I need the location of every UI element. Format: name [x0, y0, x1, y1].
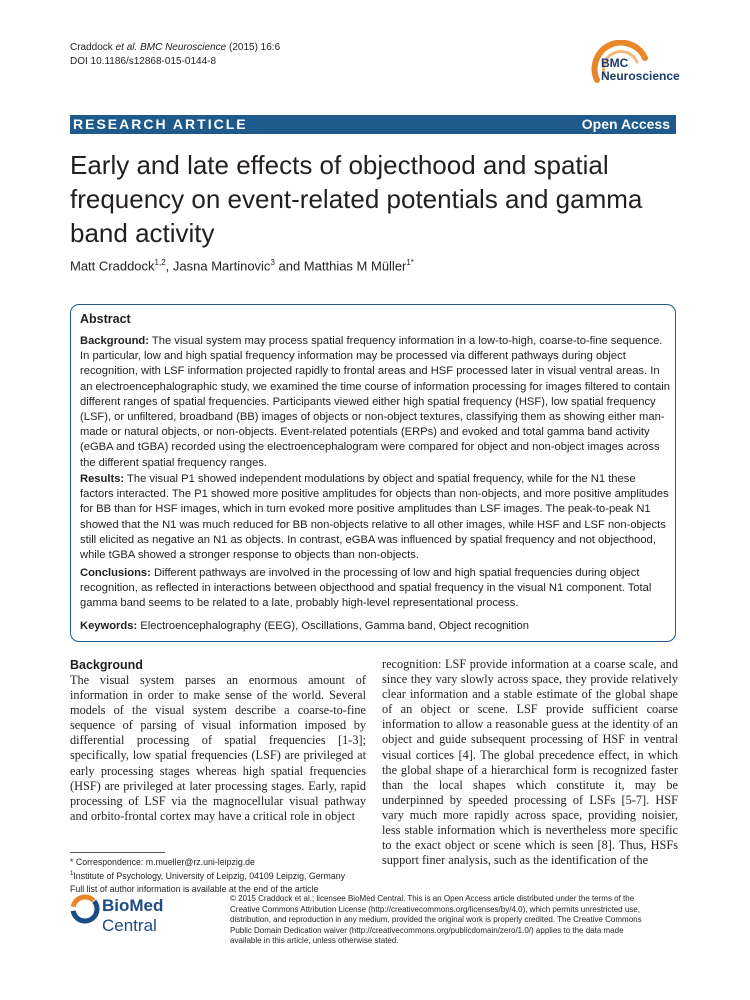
- author-list: [70, 258, 414, 273]
- article-type: RESEARCH ARTICLE: [73, 116, 248, 132]
- article-title: Early and late effects of objecthood and spatial frequency on event-related potentials and gamma band activity: [70, 150, 643, 248]
- journal-logo-text: [601, 57, 680, 83]
- abstract-background: [80, 334, 670, 471]
- abstract-results: [80, 472, 670, 563]
- abstract-background-label: Background:: [80, 335, 149, 347]
- author-name[interactable]: , Jasna Martinovic: [165, 258, 271, 274]
- author-name[interactable]: Matt Craddock: [70, 258, 155, 274]
- license-statement: © 2015 Craddock et al.; licensee BioMed Central. This is an Open Access article distributed under the terms of the Creative Commons Attribution License (http://creativecommons.org/licenses/by/4.0), which permits unrestricted use, distribution, and reproduction in any medium, provided the original work is properly credited. The Creative Commons Public Domain Dedication waiver (http://creativecommons.org/publicdomain/zero/1.0/) applies to the data made available in this article, unless otherwise stated.: [230, 894, 642, 945]
- abstract-background-text: The visual system may process spatial frequency information in a low-to-high, coarse-to-fine sequence. In particular, low and high spatial frequency information may be processed via different pathways during object recognition, with LSF information projected rapidly to frontal areas and HSF processed later in visual ventral areas. In an electroencephalographic study, we examined the time course of information processing for images filtered to contain different ranges of spatial frequencies. Participants viewed either high spatial frequency (HSF), low spatial frequency (LSF), or unfiltered, broadband (BB) images of objects or non-object textures, classifying them as showing either man-made or natural objects, or non-objects. Event-related potentials (ERPs) and evoked and total gamma band activity (eGBA and tGBA) recorded using the electroencephalogram were compared for object and non-object images across the different spatial frequency ranges.: [80, 335, 670, 469]
- footnote-rule: [70, 852, 165, 853]
- doi[interactable]: DOI 10.1186/s12868-015-0144-8: [70, 56, 217, 67]
- journal-logo-line1: BMC: [601, 56, 629, 70]
- open-access-label: Open Access: [581, 116, 670, 132]
- abstract-conclusions-label: Conclusions:: [80, 567, 151, 579]
- correspondence-note[interactable]: * Correspondence: m.mueller@rz.uni-leipzig.de: [70, 857, 255, 867]
- abstract-heading: Abstract: [80, 312, 131, 326]
- body-paragraph: recognition: LSF provide information at a coarse scale, and since they vary slowly across space, they provide relatively clear information and a stable estimate of the global shape of an object or scene. LSF provide sufficient coarse information to allow a reasonable guess at the identity of an object and guide subsequent processing of HSF in ventral visual cortices [4]. The global precedence effect, in which the global shape of a hierarchical form is recognized faster than the local shapes which constitute it, may be underpinned by speeded processing of LSFs [5-7]. HSF vary much more rapidly across space, providing noisier, less stable information which is nevertheless more specific to the exact object or scene which is seen [8]. Thus, HSFs support finer analysis, such as the identification of the: [382, 657, 678, 868]
- abstract-box: [70, 304, 676, 642]
- keywords-text: Electroencephalography (EEG), Oscillations, Gamma band, Object recognition: [137, 620, 529, 632]
- citation-authors: Craddock: [70, 42, 113, 53]
- author-info-note: Full list of author information is available at the end of the article: [70, 883, 319, 894]
- publisher-name: [102, 896, 220, 936]
- abstract-conclusions-text: Different pathways are involved in the processing of low and high spatial frequencies during object recognition, as reflected in interactions between objecthood and spatial frequency in the visual N1 component. Total gamma band seems to be related to a late, probably high-level representational process.: [80, 567, 652, 610]
- body-paragraph: The visual system parses an enormous amount of information in order to make sense of the world. Several models of the visual system describe a coarse-to-fine sequence of parsing of visual information imposed by differential processing of spatial frequencies [1-3]; specifically, low spatial frequencies (LSF) are privileged at early processing stages whereas high spatial frequencies (HSF) are privileged at later processing stages. Early, rapid processing of LSF via the magnocellular visual pathway and orbito-frontal cortex may have a critical role in object: [70, 673, 366, 823]
- journal-logo-line2: Neuroscience: [601, 69, 680, 83]
- abstract-results-label: Results:: [80, 473, 125, 485]
- abstract-keywords: [80, 619, 670, 634]
- keywords-label: Keywords:: [80, 620, 138, 632]
- body-column-left: [70, 657, 366, 824]
- citation-header: [70, 41, 280, 69]
- citation-journal: BMC Neuroscience: [140, 42, 227, 53]
- journal-logo: [583, 40, 693, 100]
- citation-year-volume: (2015) 16:6: [229, 42, 281, 53]
- section-heading-background: Background: [70, 658, 143, 672]
- citation-line: [70, 41, 280, 55]
- footnotes: [70, 856, 370, 895]
- citation-etal: et al.: [115, 42, 138, 53]
- author-affiliation-marker: 3: [270, 258, 275, 267]
- publisher-name-rest: Central: [102, 916, 157, 935]
- body-column-right: [382, 657, 678, 868]
- biomed-central-swirl-icon: [70, 894, 102, 926]
- affiliation-text: Institute of Psychology, University of Leipzig, 04109 Leipzig, Germany: [73, 871, 346, 882]
- publisher-logo: [70, 892, 220, 935]
- affiliation-note: [70, 868, 370, 882]
- abstract-conclusions: [80, 566, 670, 612]
- author-affiliation-marker: 1*: [406, 258, 414, 267]
- affiliation-marker: 1: [70, 871, 74, 878]
- author-affiliation-marker: 1,2: [154, 258, 166, 267]
- publisher-name-bold: BioMed: [102, 896, 164, 915]
- author-name[interactable]: and Matthias M Müller: [274, 258, 407, 274]
- article-type-banner: [70, 115, 676, 134]
- abstract-results-text: The visual P1 showed independent modulations by object and spatial frequency, while for the N1 these factors interacted. The P1 showed more positive amplitudes for objects than non-objects, and more positive amplitudes for BB than for HSF images, which in turn evoked more positive amplitudes than LSF images. The peak-to-peak N1 showed that the N1 was much reduced for BB non-objects relative to all other images, while HSF and LSF non-objects still elicited as negative an N1 as objects. In contrast, eGBA was influenced by spatial frequency and not objecthood, while tGBA showed a stronger response to objects than non-objects.: [80, 473, 669, 562]
